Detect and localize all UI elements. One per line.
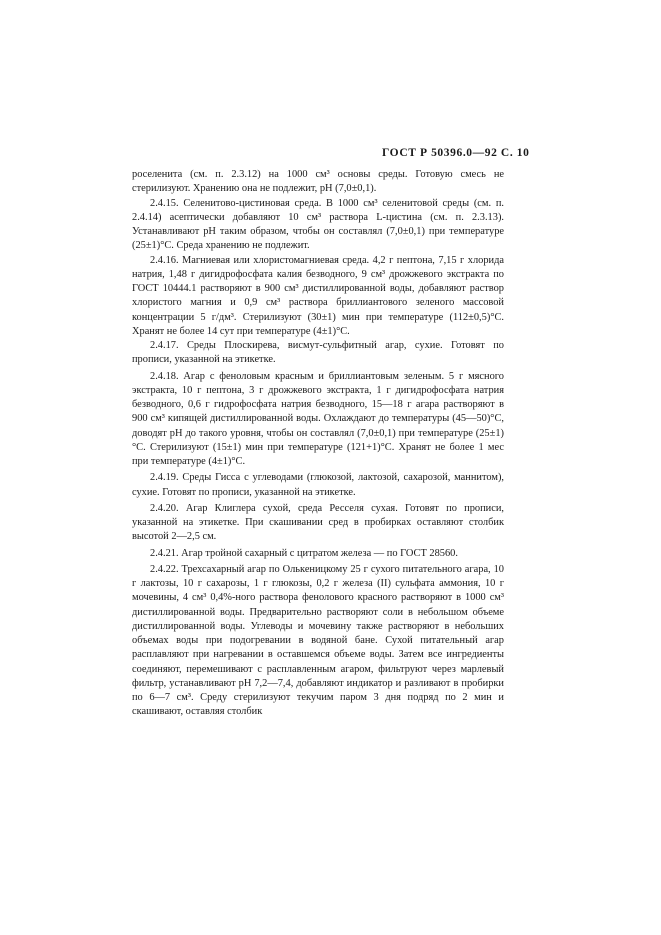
paragraph-2-4-21: 2.4.21. Агар тройной сахарный с цитратом железа — по ГОСТ 28560. — [150, 547, 458, 559]
document-body — [132, 168, 504, 720]
paragraph-2-4-20: 2.4.20. Агар Клиглера сухой, среда Ресселя сухая. Готовят по прописи, указанной на этикетке. При скашивании сред в пробирках оставляют столбик высотой 2—2,5 см. — [132, 502, 504, 543]
paragraph-continuation: роселенита (см. п. 2.3.12) на 1000 см³ основы среды. Готовую смесь не стерилизуют. Хранению она не подлежит, рН (7,0±0,1). — [132, 169, 504, 195]
paragraph-2-4-17: 2.4.17. Среды Плоскирева, висмут-сульфитный агар, сухие. Готовят по прописи, указанной на этикетке. — [132, 340, 504, 366]
running-header: ГОСТ Р 50396.0—92 С. 10 — [382, 147, 530, 159]
paragraph-2-4-22: 2.4.22. Трехсахарный агар по Олькеницкому 25 г сухого питательного агара, 10 г лактозы, 10 г сахарозы, 1 г глюкозы, 0,2 г железа (II) сульфата аммония, 10 г мочевины, 4 см³ 0,4%-ного раствора фенолового красного растворяют в 1000 см³ дистиллированной воды. Предварительно растворяют соли в небольшом объеме дистиллированной воды. Углеводы и мочевину также растворяют в небольших объемах воды при подогревании в водяной бане. Сухой питательный агар расплавляют при нагревании в оставшемся объеме воды. Затем все ингредиенты соединяют, перемешивают с расплавленным агаром, фильтруют через марлевый фильтр, устанавливают рН 7,2—7,4, добавляют индикатор и разливают в пробирки по 6—7 см³. Среду стерилизуют текучим паром 3 дня подряд по 2 мин и скашивают, оставляя столбик — [132, 563, 504, 718]
paragraph-2-4-19: 2.4.19. Среды Гисса с углеводами (глюкозой, лактозой, сахарозой, маннитом), сухие. Готовят по прописи, указанной на этикетке. — [132, 472, 504, 498]
paragraph-2-4-15: 2.4.15. Селенитово-цистиновая среда. В 1000 см³ селенитовой среды (см. п. 2.4.14) асептически добавляют 10 см³ раствора L-цистина (см. п. 2.3.13). Устанавливают рН таким образом, чтобы он составлял (7,0±0,1) при температуре (25±1)°С. Среда хранению не подлежит. — [132, 197, 504, 252]
paragraph-2-4-18: 2.4.18. Агар с феноловым красным и бриллиантовым зеленым. 5 г мясного экстракта, 10 г пептона, 3 г дрожжевого экстракта, 1 г дигидрофосфата натрия безводного, 0,6 г гидрофосфата натрия безводного, 15—18 г агара растворяют в 900 см³ кипящей дистиллированной воды. Охлаждают до температуры (45—50)°С, доводят рН до такого уровня, чтобы он составлял (7,0±0,1) при температуре (25±1)°С. Стерилизуют (15±1) мин при температуре (121+1)°С. Хранят не более 1 мес при температуре (4±1)°С. — [132, 370, 504, 467]
paragraph-2-4-16: 2.4.16. Магниевая или хлористомагниевая среда. 4,2 г пептона, 7,15 г хлорида натрия, 1,48 г дигидрофосфата калия безводного, 9 см³ дрожжевого экстракта по ГОСТ 10444.1 растворяют в 900 см³ дистиллированной воды, добавляют раствор хлористого магния и 0,9 см³ раствора бриллиантового зеленого массовой концентрации 5 г/дм³. Стерилизуют (30±1) мин при температуре (112±0,5)°С. Хранят не более 14 сут при температуре (4±1)°С. — [132, 254, 504, 337]
